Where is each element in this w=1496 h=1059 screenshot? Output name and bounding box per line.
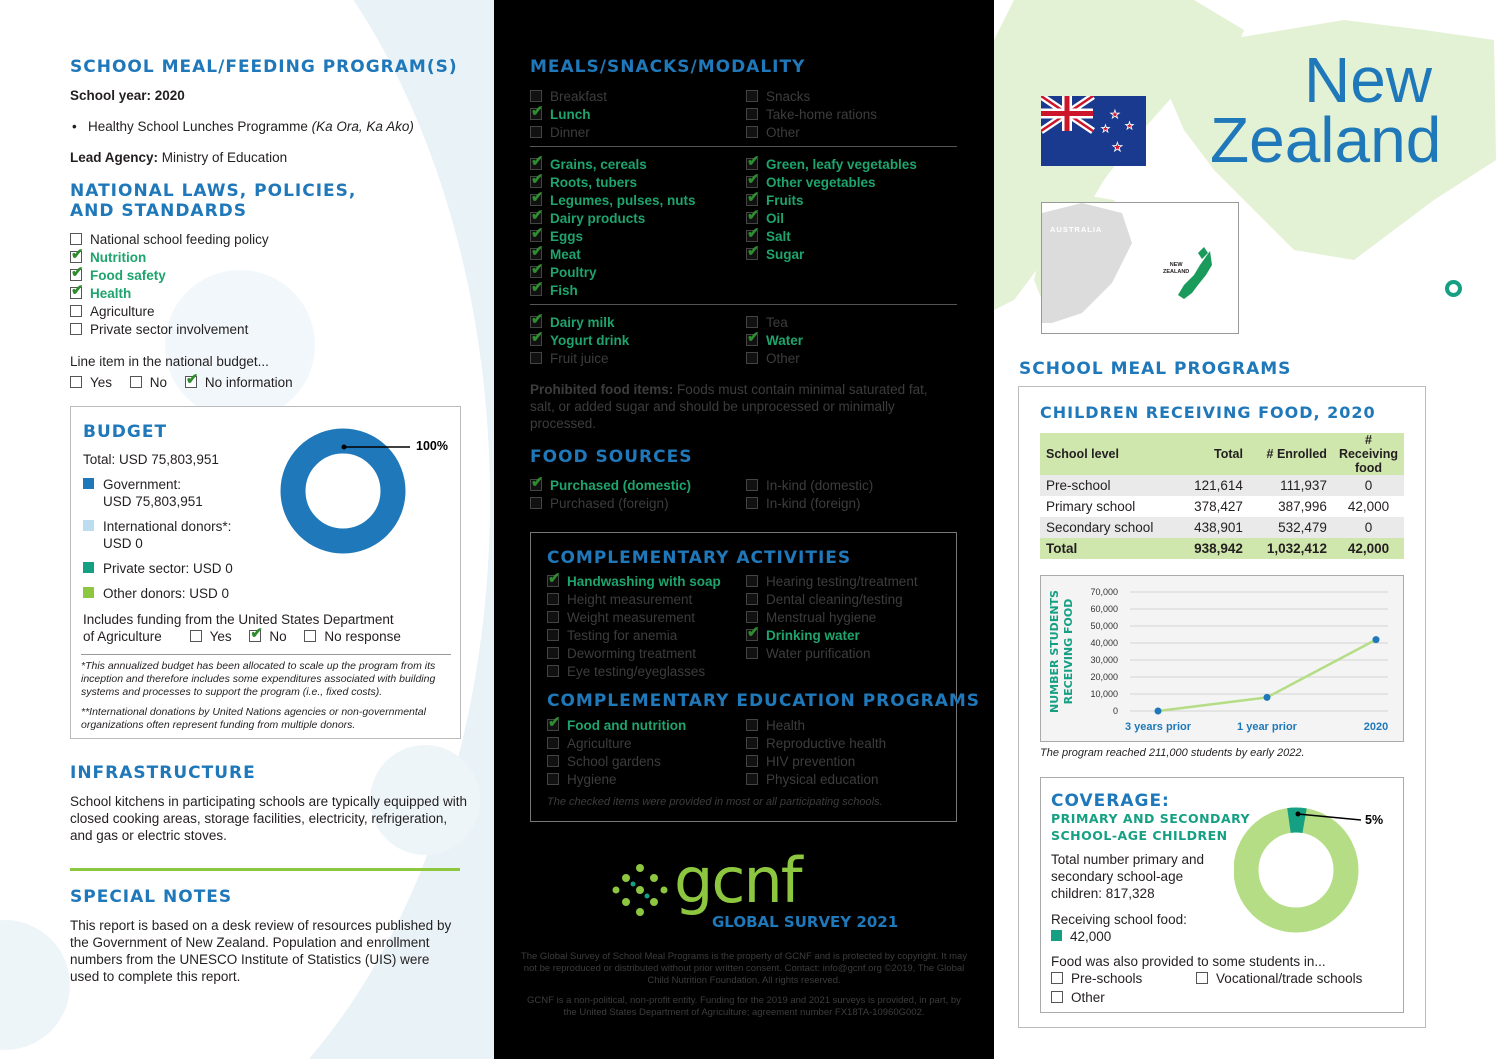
divider: [530, 146, 957, 147]
lead-agency-value: Ministry of Education: [158, 150, 288, 165]
budget-divider: [81, 654, 451, 655]
svg-text:★: ★: [1112, 140, 1123, 154]
footer-funding: GCNF is a non-political, non-profit entity. Funding for the 2019 and 2021 surveys is provided, in part, by the United States Department of Agriculture; agreement number FX18TA-10960G002.: [527, 995, 961, 1018]
program-item: [72, 118, 414, 135]
program-name: Healthy School Lunches Programme: [88, 119, 312, 134]
budget-private: Private sector: USD 0: [83, 560, 233, 577]
table-row: Pre-school 121,614 111,937 0: [1040, 475, 1404, 496]
coverage-marker: [1296, 812, 1301, 817]
coverage-donut-rest: [1246, 820, 1346, 920]
right-panel: [994, 0, 1496, 1059]
data-point: [1155, 708, 1162, 715]
data-point: [1264, 694, 1271, 701]
checkbox: [70, 323, 82, 335]
crf-title: CHILDREN RECEIVING FOOD, 2020: [1040, 403, 1376, 422]
y-tick-label: 40,000: [1090, 638, 1118, 648]
also-provided-other: Other: [1051, 989, 1105, 1006]
map-label-australia: AUSTRALIA: [1050, 225, 1103, 234]
table-row: Secondary school 438,901 532,479 0: [1040, 517, 1404, 538]
law-item: ✔Food safety: [70, 267, 269, 285]
budget-line-options: Yes No ✔ No information: [70, 374, 293, 391]
law-item: ✔Nutrition: [70, 249, 269, 267]
location-marker-icon: [1445, 280, 1462, 297]
checkbox-checked: [70, 269, 82, 281]
country-name-line1: New: [1303, 44, 1432, 116]
meals-left: Breakfast ✔Lunch Dinner: [530, 88, 607, 142]
comp-title: COMPLEMENTARY ACTIVITIES: [547, 548, 852, 568]
checkbox: [70, 305, 82, 317]
budget-donut-chart: [280, 427, 460, 557]
budget-title: BUDGET: [83, 422, 168, 442]
table-header: School level: [1040, 433, 1178, 475]
divider: [70, 868, 460, 871]
table-header: Total: [1178, 433, 1249, 475]
lead-agency: [70, 149, 287, 166]
laws-title: [70, 181, 356, 221]
school-meal-programs-title: SCHOOL MEAL PROGRAMS: [1019, 359, 1292, 379]
y-tick-label: 0: [1112, 706, 1118, 716]
country-name-line2: Zealand: [1210, 104, 1442, 176]
students-line-chart: [1040, 575, 1404, 742]
budget-donut-gov: [293, 441, 393, 541]
law-item: National school feeding policy: [70, 231, 269, 249]
checkbox: [70, 376, 82, 388]
edu-left: ✔Food and nutrition Agriculture School gardens Hygiene: [547, 717, 686, 789]
sources-right: In-kind (domestic) In-kind (foreign): [746, 477, 873, 513]
y-tick-label: 60,000: [1090, 604, 1118, 614]
notes-title: SPECIAL NOTES: [70, 887, 233, 907]
coverage-subtitle: PRIMARY AND SECONDARY SCHOOL-AGE CHILDREN: [1051, 811, 1251, 843]
laws-list: [70, 231, 269, 339]
usda-question: Includes funding from the United States Department of Agriculture Yes ✔ No No response: [83, 611, 453, 645]
infra-text: School kitchens in participating schools are typically equipped with closed cooking areas, storage facilities, electricity, refrigeration, and gas or electric stoves.: [70, 794, 467, 843]
y-tick-label: 50,000: [1090, 621, 1118, 631]
chart-caption: The program reached 211,000 students by early 2022.: [1040, 747, 1305, 759]
footer-copyright: The Global Survey of School Meal Programs is the property of GCNF and is protected by copyright. It may not be reproduced or distributed without prior written consent. Contact: info@gcnf.org ©2019, The Global Child Nutrition Foundation. All rights reserved.: [520, 951, 968, 986]
locator-map-svg: [1042, 203, 1239, 334]
private-swatch: [83, 562, 94, 573]
y-tick-label: 10,000: [1090, 689, 1118, 699]
children-receiving-table: [1040, 433, 1404, 559]
x-tick-label: 2020: [1363, 721, 1389, 733]
foods-right: ✔Green, leafy vegetables ✔Other vegetables ✔Fruits ✔Oil ✔Salt ✔Sugar: [746, 156, 917, 264]
also-provided-options: Pre-schools Vocational/trade schools: [1051, 970, 1362, 987]
budget-pct-label: 100%: [416, 439, 448, 453]
edu-title: COMPLEMENTARY EDUCATION PROGRAMS: [547, 691, 981, 711]
svg-text:★: ★: [1101, 124, 1110, 135]
budget-note-1: *This annualized budget has been allocated to scale up the program from its inception and therefore includes some expenditures associated with building systems and processes to support the program (i.e., fixed costs).: [81, 660, 436, 698]
budget-note-2: **International donations by United Nations agencies or non-governmental organizations often represent funding from multiple donors.: [81, 706, 426, 731]
new-zealand-flag-icon: [1041, 96, 1146, 166]
checkbox: [190, 630, 202, 642]
gcnf-logo-dots-icon: [610, 860, 670, 920]
checkbox: [70, 233, 82, 245]
budget-line-question: Line item in the national budget...: [70, 354, 269, 369]
x-tick-label: 1 year prior: [1237, 721, 1297, 733]
budget-other: Other donors: USD 0: [83, 585, 229, 602]
coverage-donut-slice: [1289, 820, 1305, 821]
svg-text:★: ★: [1110, 109, 1120, 121]
law-item: ✔Health: [70, 285, 269, 303]
checkbox: [130, 376, 142, 388]
budget-donut-marker: [342, 445, 347, 450]
budget-intl: International donors*: USD 0: [83, 518, 231, 552]
checkbox-checked: [185, 376, 197, 388]
also-provided-label: Food was also provided to some students in...: [1051, 954, 1326, 969]
drinks-left: ✔Dairy milk ✔Yogurt drink Fruit juice: [530, 314, 629, 368]
drinks-right: Tea ✔Water Other: [746, 314, 803, 368]
notes-text: This report is based on a desk review of resources published by the Government of New Zealand. Population and enrollment numbers from the UNESCO Institute of Statistics (UIS) were used to complete this report.: [70, 918, 452, 984]
sources-title: FOOD SOURCES: [530, 447, 693, 467]
bullet: •: [72, 119, 77, 134]
coverage-pct-label: 5%: [1365, 813, 1384, 827]
laws-title-line2: AND STANDARDS: [70, 201, 248, 221]
svg-text:★: ★: [1125, 121, 1134, 132]
program-alt-name: (Ka Ora, Ka Ako): [311, 119, 414, 134]
law-item: Agriculture: [70, 303, 269, 321]
table-header: # Enrolled: [1249, 433, 1333, 475]
meals-title: MEALS/SNACKS/MODALITY: [530, 57, 806, 77]
foods-left: ✔Grains, cereals ✔Roots, tubers ✔Legumes, pulses, nuts ✔Dairy products ✔Eggs ✔Meat ✔Poultry ✔Fish: [530, 156, 696, 300]
x-tick-label: 3 years prior: [1124, 721, 1192, 733]
budget-gov: Government: USD 75,803,951: [83, 476, 203, 510]
school-year: School year: 2020: [70, 88, 185, 103]
receiving-swatch: [1051, 930, 1062, 941]
table-row: Primary school 378,427 387,996 42,000: [1046, 499, 1390, 514]
edu-right: Health Reproductive health HIV prevention Physical education: [746, 717, 886, 789]
infra-title: INFRASTRUCTURE: [70, 763, 256, 783]
y-axis-label: NUMBER STUDENTSRECEIVING FOOD: [1048, 590, 1075, 713]
y-tick-label: 30,000: [1090, 655, 1118, 665]
y-tick-label: 70,000: [1090, 587, 1118, 597]
table-total-row: Total 938,942 1,032,412 42,000: [1040, 538, 1404, 559]
coverage-receiving-label: Receiving school food:: [1051, 912, 1187, 927]
table-header-row: [1040, 433, 1404, 475]
data-point: [1373, 636, 1380, 643]
edu-note: The checked items were provided in most or all participating schools.: [547, 796, 883, 808]
laws-title-line1: NATIONAL LAWS, POLICIES,: [70, 181, 357, 201]
coverage-receiving: 42,000: [1051, 928, 1111, 945]
gov-swatch: [83, 478, 94, 489]
meals-right: Snacks Take-home rations Other: [746, 88, 877, 142]
checkbox-checked: [70, 251, 82, 263]
checkbox: [1051, 972, 1063, 984]
checkbox: [1196, 972, 1208, 984]
lead-agency-label: Lead Agency:: [70, 150, 159, 165]
sources-left: ✔Purchased (domestic) Purchased (foreign): [530, 477, 691, 513]
smp-feeding-title: SCHOOL MEAL/FEEDING PROGRAM(S): [70, 57, 458, 77]
comp-left: ✔Handwashing with soap Height measurement Weight measurement Testing for anemia Deworming treatment Eye testing/eyeglasses: [547, 573, 721, 681]
law-item: Private sector involvement: [70, 321, 269, 339]
y-tick-label: 20,000: [1090, 672, 1118, 682]
gcnf-logo-text: gcnf: [674, 844, 801, 917]
coverage-title: COVERAGE:: [1051, 791, 1170, 811]
map-label-nz: NEW ZEALAND: [1163, 262, 1190, 275]
gcnf-logo-sub: GLOBAL SURVEY 2021: [712, 913, 899, 931]
middle-panel: [494, 0, 994, 1059]
budget-total: Total: USD 75,803,951: [83, 452, 219, 467]
coverage-total: Total number primary and secondary school-age children: 817,328: [1051, 852, 1205, 901]
other-swatch: [83, 587, 94, 598]
comp-right: Hearing testing/treatment Dental cleaning/testing Menstrual hygiene ✔Drinking water Water purification: [746, 573, 918, 663]
divider: [530, 304, 957, 305]
checkbox-checked: [70, 287, 82, 299]
locator-map: [1041, 202, 1239, 334]
table-header: # Receiving food: [1333, 433, 1404, 475]
prohibited-items: Prohibited food items: Foods must contain minimal saturated fat, salt, or added sugar and should be unprocessed or minimally processed.: [530, 382, 928, 431]
checkbox-checked: [249, 630, 261, 642]
checkbox: [304, 630, 316, 642]
country-name: [1210, 44, 1442, 176]
checkbox: [1051, 991, 1063, 1003]
coverage-donut-chart: [1234, 800, 1399, 940]
intl-swatch: [83, 520, 94, 531]
